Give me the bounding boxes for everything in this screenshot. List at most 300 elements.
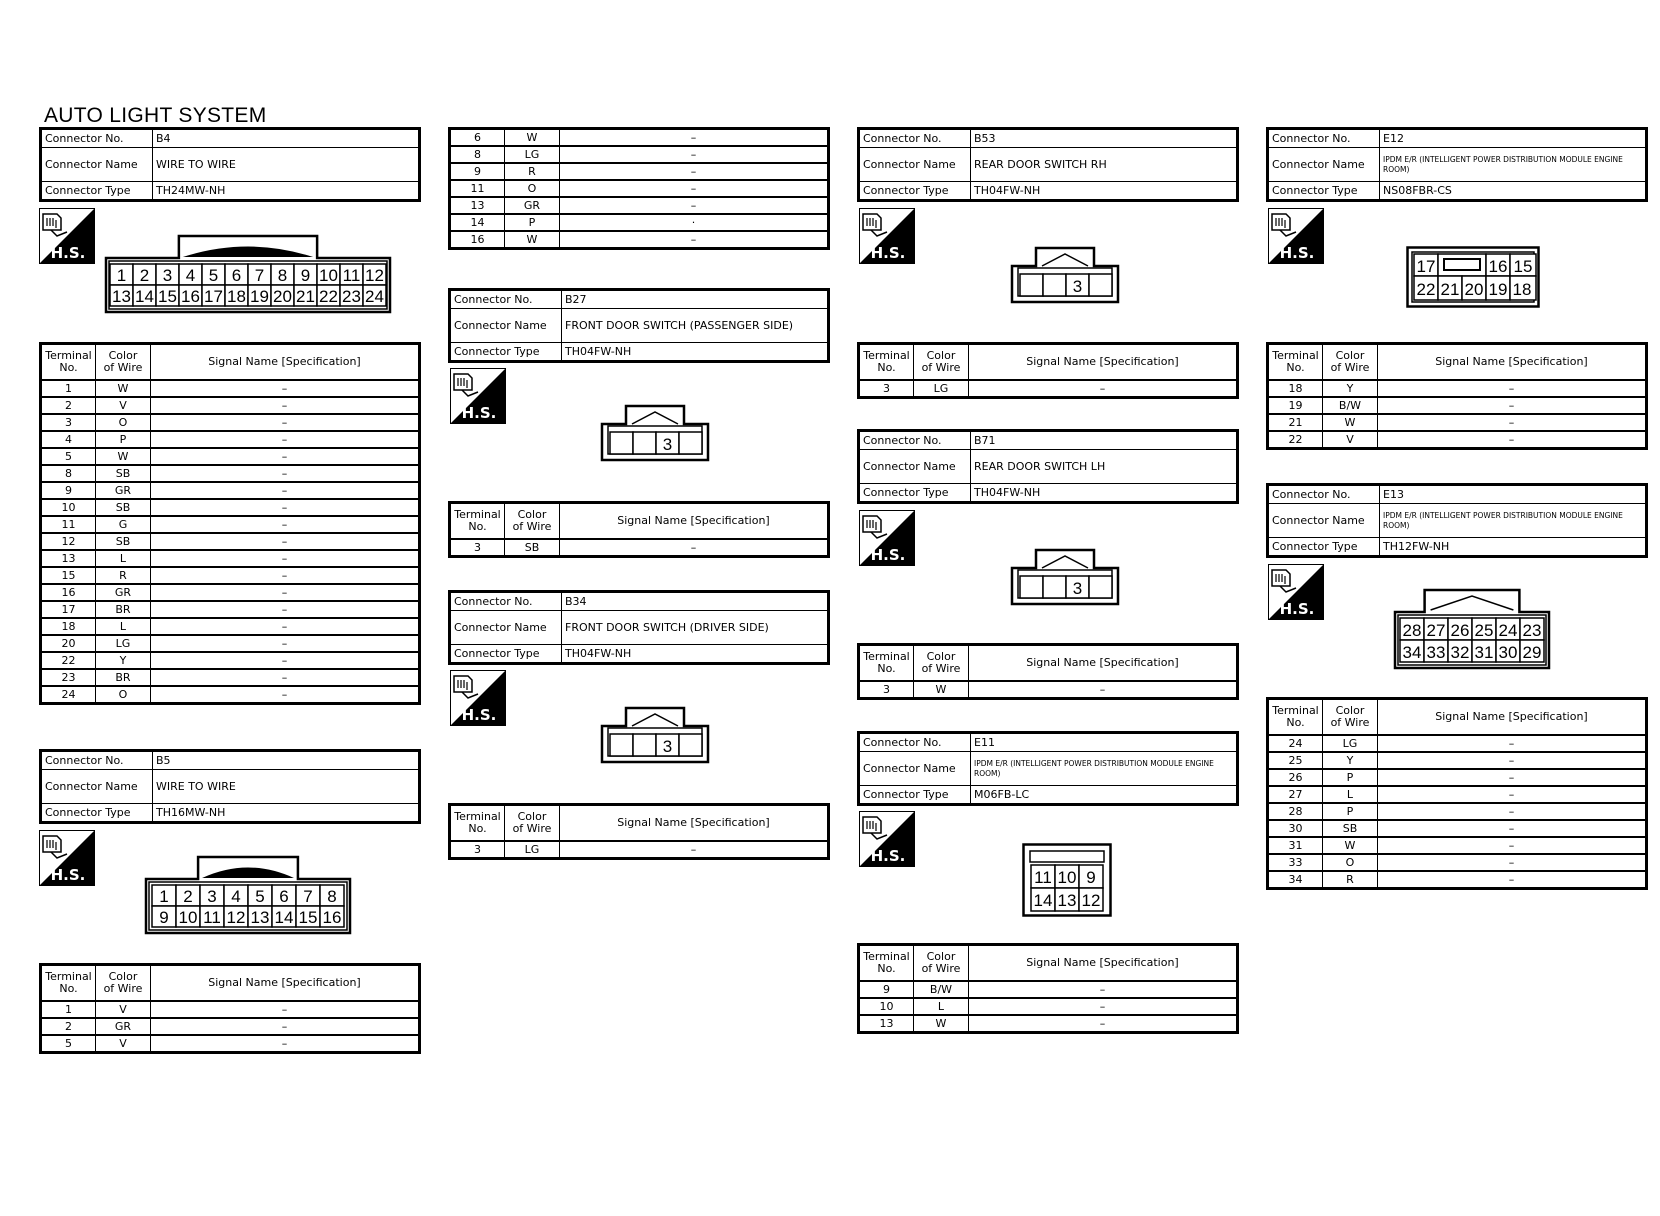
color-of-wire-header-line2: of Wire xyxy=(1330,361,1370,374)
terminal-no-cell: 2 xyxy=(41,1018,96,1035)
connector-no-label: Connector No. xyxy=(41,129,153,148)
pin-number: 31 xyxy=(1474,643,1494,662)
signal-name-cell: – xyxy=(151,380,420,397)
connector-name-label: Connector Name xyxy=(41,148,153,182)
terminal-no-cell: 8 xyxy=(450,146,505,163)
terminal-no-header-line2: No. xyxy=(1286,716,1305,729)
pin-number: 18 xyxy=(1512,280,1532,299)
terminal-no-cell: 3 xyxy=(859,681,914,699)
wire-color-cell: L xyxy=(1323,786,1378,803)
signal-name-cell: – xyxy=(151,1035,420,1053)
pin-number: 10 xyxy=(178,908,198,927)
hs-label: H.S. xyxy=(870,244,906,262)
color-of-wire-header-line1: Color xyxy=(517,508,547,522)
wire-color-cell: W xyxy=(914,1015,969,1033)
connector-name-label: Connector Name xyxy=(859,450,971,484)
pin-number: 9 xyxy=(159,908,169,927)
terminal-no-header-line2: No. xyxy=(1286,361,1305,374)
signal-name-cell: – xyxy=(560,146,829,163)
terminal-no-header-line2: No. xyxy=(877,662,896,675)
pin-number: 9 xyxy=(300,266,311,285)
color-of-wire-header-line1: Color xyxy=(517,810,547,824)
wire-color-cell: Y xyxy=(1323,380,1378,397)
terminal-no-cell: 34 xyxy=(1268,871,1323,889)
terminal-no-cell: 33 xyxy=(1268,854,1323,871)
pin-number: 33 xyxy=(1426,643,1446,662)
b5-connector-face xyxy=(144,855,352,935)
pin-number: 3 xyxy=(662,435,673,454)
table-row xyxy=(1268,431,1647,449)
wire-color-cell: V xyxy=(96,1001,151,1018)
terminal-no-cell: 5 xyxy=(41,448,96,465)
connector-type-label: Connector Type xyxy=(450,645,562,664)
connector-type-label: Connector Type xyxy=(450,343,562,362)
pin-number: 3 xyxy=(162,266,173,285)
connector-name-label: Connector Name xyxy=(450,611,562,645)
terminal-no-cell: 26 xyxy=(1268,769,1323,786)
table-row xyxy=(450,180,829,197)
signal-name-cell: – xyxy=(151,1018,420,1035)
signal-name-cell: – xyxy=(969,1015,1238,1033)
connector-no-label: Connector No. xyxy=(41,751,153,770)
pin-number: 22 xyxy=(319,287,338,306)
signal-name-cell: – xyxy=(151,550,420,567)
connector-name-value: FRONT DOOR SWITCH (DRIVER SIDE) xyxy=(562,611,829,645)
wire-color-cell: B/W xyxy=(914,981,969,998)
signal-name-cell: – xyxy=(560,231,829,249)
signal-name-cell: – xyxy=(151,1001,420,1018)
terminal-no-cell: 24 xyxy=(41,686,96,704)
table-row xyxy=(41,448,420,465)
harness-side-connector-icon xyxy=(1272,214,1296,236)
e12-connector-face xyxy=(1406,246,1540,308)
terminal-no-cell: 16 xyxy=(41,584,96,601)
connector-name-value: WIRE TO WIRE xyxy=(153,770,420,804)
hs-label: H.S. xyxy=(50,866,86,884)
signal-name-cell: – xyxy=(151,533,420,550)
wire-color-cell: W xyxy=(1323,414,1378,431)
terminal-no-cell: 9 xyxy=(41,482,96,499)
wire-color-cell: O xyxy=(96,686,151,704)
connector-no-value: B53 xyxy=(971,129,1238,148)
pin-number: 14 xyxy=(135,287,154,306)
table-row xyxy=(41,431,420,448)
signal-name-cell: – xyxy=(151,431,420,448)
connector-name-label: Connector Name xyxy=(1268,504,1380,538)
harness-side-connector-icon xyxy=(454,676,478,698)
terminal-no-cell: 8 xyxy=(41,465,96,482)
table-row xyxy=(1268,414,1647,431)
wire-color-cell: LG xyxy=(914,380,969,398)
hs-label: H.S. xyxy=(870,847,906,865)
terminal-no-cell: 6 xyxy=(450,129,505,147)
connector-no-value: B27 xyxy=(562,290,829,309)
table-row xyxy=(41,584,420,601)
pin-number: 12 xyxy=(1081,891,1101,910)
signal-name-cell: – xyxy=(151,669,420,686)
table-row xyxy=(1268,380,1647,397)
terminal-no-header-line2: No. xyxy=(877,361,896,374)
e11-terminal-table xyxy=(857,943,1239,1034)
terminal-no-cell: 5 xyxy=(41,1035,96,1053)
table-row xyxy=(1268,786,1647,803)
signal-name-cell: – xyxy=(1378,769,1647,786)
pin-number: 25 xyxy=(1474,621,1494,640)
pin-number: 20 xyxy=(273,287,292,306)
color-of-wire-header xyxy=(914,945,969,982)
connector-no-label: Connector No. xyxy=(859,431,971,450)
signal-name-cell: – xyxy=(151,652,420,669)
pin-number: 28 xyxy=(1402,621,1422,640)
connector-name-label: Connector Name xyxy=(41,770,153,804)
harness-side-connector-icon xyxy=(863,214,887,236)
signal-name-cell: – xyxy=(560,180,829,197)
signal-name-header: Signal Name [Specification] xyxy=(151,965,420,1002)
connector-name-value: IPDM E/R (INTELLIGENT POWER DISTRIBUTION MODULE ENGINE ROOM) xyxy=(1380,504,1647,538)
table-row xyxy=(41,1018,420,1035)
table-row xyxy=(859,380,1238,398)
table-row xyxy=(859,681,1238,699)
color-of-wire-header-line2: of Wire xyxy=(512,822,552,835)
connector-type-label: Connector Type xyxy=(1268,538,1380,557)
pin-number: 17 xyxy=(1416,257,1436,276)
signal-name-cell: – xyxy=(1378,380,1647,397)
e13-terminal-table xyxy=(1266,697,1648,890)
terminal-no-cell: 18 xyxy=(41,618,96,635)
connector-type-label: Connector Type xyxy=(41,804,153,823)
terminal-no-header-line2: No. xyxy=(877,962,896,975)
wire-color-cell: LG xyxy=(505,841,560,859)
terminal-no-header-line2: No. xyxy=(468,822,487,835)
terminal-no-header-line1: Terminal xyxy=(1272,704,1319,718)
connector-type-label: Connector Type xyxy=(859,484,971,503)
terminal-no-cell: 15 xyxy=(41,567,96,584)
terminal-no-header-line1: Terminal xyxy=(454,810,501,824)
terminal-no-header-line1: Terminal xyxy=(45,349,92,363)
color-of-wire-header-line2: of Wire xyxy=(103,361,143,374)
connector-type-value: TH24MW-NH xyxy=(153,182,420,201)
pin-number: 12 xyxy=(365,266,384,285)
table-row xyxy=(41,465,420,482)
hs-label: H.S. xyxy=(870,546,906,564)
signal-name-cell: – xyxy=(969,681,1238,699)
signal-name-cell: – xyxy=(969,380,1238,398)
pin-number: 18 xyxy=(227,287,246,306)
connector-type-label: Connector Type xyxy=(1268,182,1380,201)
signal-name-header: Signal Name [Specification] xyxy=(969,645,1238,682)
pin-number: 19 xyxy=(250,287,269,306)
pin-number: 8 xyxy=(327,887,337,906)
table-row xyxy=(1268,769,1647,786)
harness-side-connector-icon xyxy=(863,817,887,839)
terminal-no-cell: 25 xyxy=(1268,752,1323,769)
pin-number: 4 xyxy=(185,266,196,285)
connector-no-value: B34 xyxy=(562,592,829,611)
pin-number: 20 xyxy=(1464,280,1484,299)
e11-connector-info xyxy=(857,731,1239,806)
terminal-no-cell: 3 xyxy=(450,539,505,557)
signal-name-cell: – xyxy=(1378,820,1647,837)
b34-connector-face xyxy=(600,706,710,764)
pin-number: 10 xyxy=(319,266,338,285)
color-of-wire-header-line1: Color xyxy=(108,349,138,363)
connector-no-value: B71 xyxy=(971,431,1238,450)
signal-name-cell: – xyxy=(151,397,420,414)
color-of-wire-header-line2: of Wire xyxy=(921,361,961,374)
b34-connector-info xyxy=(448,590,830,665)
b4-connector-face xyxy=(104,234,392,314)
hs-icon xyxy=(859,510,915,566)
signal-name-header: Signal Name [Specification] xyxy=(969,344,1238,381)
pin-number: 21 xyxy=(296,287,315,306)
connector-type-label: Connector Type xyxy=(859,786,971,805)
connector-name-value: IPDM E/R (INTELLIGENT POWER DISTRIBUTION MODULE ENGINE ROOM) xyxy=(1380,148,1647,182)
pin-number: 5 xyxy=(255,887,265,906)
table-row xyxy=(1268,854,1647,871)
terminal-no-header xyxy=(859,344,914,381)
pin-number: 3 xyxy=(207,887,217,906)
table-row xyxy=(41,533,420,550)
terminal-no-cell: 31 xyxy=(1268,837,1323,854)
pin-number: 5 xyxy=(208,266,219,285)
terminal-no-cell: 23 xyxy=(41,669,96,686)
connector-type-label: Connector Type xyxy=(41,182,153,201)
terminal-no-header-line1: Terminal xyxy=(863,950,910,964)
terminal-no-cell: 19 xyxy=(1268,397,1323,414)
pin-number: 1 xyxy=(159,887,169,906)
pin-number: 34 xyxy=(1402,643,1422,662)
color-of-wire-header-line2: of Wire xyxy=(103,982,143,995)
connector-name-label: Connector Name xyxy=(859,148,971,182)
pin-number: 3 xyxy=(1072,579,1083,598)
pin-number: 14 xyxy=(1033,891,1053,910)
harness-side-connector-icon xyxy=(1272,570,1296,592)
terminal-no-cell: 24 xyxy=(1268,735,1323,752)
terminal-no-header-line1: Terminal xyxy=(1272,349,1319,363)
wire-color-cell: SB xyxy=(96,533,151,550)
wire-color-cell: SB xyxy=(96,465,151,482)
table-row xyxy=(450,214,829,231)
wire-color-cell: P xyxy=(1323,803,1378,820)
table-row xyxy=(41,397,420,414)
pin-number: 13 xyxy=(250,908,270,927)
terminal-no-cell: 3 xyxy=(41,414,96,431)
terminal-no-header xyxy=(1268,699,1323,736)
wire-color-cell: GR xyxy=(96,1018,151,1035)
terminal-no-cell: 30 xyxy=(1268,820,1323,837)
signal-name-cell: – xyxy=(1378,414,1647,431)
signal-name-cell: – xyxy=(151,465,420,482)
pin-number: 29 xyxy=(1522,643,1542,662)
connector-name-label: Connector Name xyxy=(859,752,971,786)
connector-type-value: NS08FBR-CS xyxy=(1380,182,1647,201)
signal-name-cell: – xyxy=(1378,786,1647,803)
color-of-wire-header-line1: Color xyxy=(926,950,956,964)
table-row xyxy=(41,635,420,652)
terminal-no-header-line1: Terminal xyxy=(863,650,910,664)
connector-no-label: Connector No. xyxy=(450,592,562,611)
terminal-no-header xyxy=(450,805,505,842)
pin-number: 32 xyxy=(1450,643,1470,662)
color-of-wire-header-line2: of Wire xyxy=(921,962,961,975)
wire-color-cell: W xyxy=(96,380,151,397)
table-row xyxy=(1268,397,1647,414)
table-row xyxy=(41,499,420,516)
b34-terminal-table xyxy=(448,803,830,860)
b4-terminal-table-continued xyxy=(448,127,830,250)
signal-name-cell: – xyxy=(151,584,420,601)
terminal-no-cell: 21 xyxy=(1268,414,1323,431)
table-row xyxy=(450,841,829,859)
hs-icon xyxy=(450,670,506,726)
terminal-no-cell: 4 xyxy=(41,431,96,448)
pin-number: 8 xyxy=(277,266,288,285)
pin-number: 3 xyxy=(662,737,673,756)
table-row xyxy=(41,516,420,533)
table-row xyxy=(1268,803,1647,820)
table-row xyxy=(41,618,420,635)
terminal-no-cell: 3 xyxy=(859,380,914,398)
table-row xyxy=(859,981,1238,998)
wire-color-cell: L xyxy=(96,550,151,567)
connector-no-label: Connector No. xyxy=(859,733,971,752)
e13-connector-info xyxy=(1266,483,1648,558)
pin-number: 27 xyxy=(1426,621,1446,640)
pin-number: 15 xyxy=(158,287,177,306)
terminal-no-cell: 13 xyxy=(450,197,505,214)
signal-name-header: Signal Name [Specification] xyxy=(151,344,420,381)
terminal-no-header-line2: No. xyxy=(59,361,78,374)
hs-label: H.S. xyxy=(1279,600,1315,618)
color-of-wire-header xyxy=(914,344,969,381)
connector-name-value: REAR DOOR SWITCH LH xyxy=(971,450,1238,484)
terminal-no-cell: 28 xyxy=(1268,803,1323,820)
pin-number: 22 xyxy=(1416,280,1436,299)
hs-icon xyxy=(39,208,95,264)
terminal-no-cell: 9 xyxy=(859,981,914,998)
terminal-no-cell: 22 xyxy=(1268,431,1323,449)
signal-name-cell: – xyxy=(151,414,420,431)
signal-name-cell: – xyxy=(1378,735,1647,752)
signal-name-cell: – xyxy=(560,539,829,557)
color-of-wire-header-line1: Color xyxy=(1335,704,1365,718)
table-row xyxy=(450,197,829,214)
signal-name-cell: · xyxy=(560,214,829,231)
terminal-no-header-line1: Terminal xyxy=(454,508,501,522)
table-row xyxy=(859,998,1238,1015)
table-row xyxy=(41,652,420,669)
terminal-no-header-line2: No. xyxy=(59,982,78,995)
harness-side-connector-icon xyxy=(43,214,67,236)
signal-name-cell: – xyxy=(560,129,829,147)
terminal-no-header-line1: Terminal xyxy=(863,349,910,363)
terminal-no-header xyxy=(1268,344,1323,381)
wire-color-cell: GR xyxy=(505,197,560,214)
pin-number: 15 xyxy=(298,908,318,927)
wire-color-cell: P xyxy=(1323,769,1378,786)
connector-no-label: Connector No. xyxy=(1268,129,1380,148)
page-title: AUTO LIGHT SYSTEM xyxy=(44,104,267,127)
terminal-no-cell: 9 xyxy=(450,163,505,180)
b27-connector-face xyxy=(600,404,710,462)
signal-name-cell: – xyxy=(969,998,1238,1015)
terminal-no-cell: 20 xyxy=(41,635,96,652)
wire-color-cell: L xyxy=(96,618,151,635)
table-row xyxy=(41,482,420,499)
pin-number: 15 xyxy=(1513,257,1533,276)
hs-icon xyxy=(859,208,915,264)
color-of-wire-header-line1: Color xyxy=(926,650,956,664)
wire-color-cell: W xyxy=(1323,837,1378,854)
signal-name-cell: – xyxy=(151,448,420,465)
connector-no-label: Connector No. xyxy=(859,129,971,148)
pin-number: 11 xyxy=(1034,868,1052,887)
signal-name-header: Signal Name [Specification] xyxy=(1378,344,1647,381)
wire-color-cell: W xyxy=(505,129,560,147)
connector-no-value: B4 xyxy=(153,129,420,148)
pin-number: 11 xyxy=(342,266,361,285)
terminal-no-cell: 10 xyxy=(859,998,914,1015)
pin-number: 4 xyxy=(231,887,241,906)
b53-terminal-table xyxy=(857,342,1239,399)
pin-number: 13 xyxy=(112,287,131,306)
pin-number: 1 xyxy=(116,266,127,285)
pin-number: 12 xyxy=(226,908,246,927)
pin-number: 13 xyxy=(1057,891,1077,910)
b27-connector-info xyxy=(448,288,830,363)
pin-number: 2 xyxy=(139,266,150,285)
hs-icon xyxy=(450,368,506,424)
wire-color-cell: LG xyxy=(505,146,560,163)
signal-name-cell: – xyxy=(560,197,829,214)
e11-connector-face xyxy=(1022,843,1112,917)
color-of-wire-header-line1: Color xyxy=(1335,349,1365,363)
terminal-no-cell: 12 xyxy=(41,533,96,550)
terminal-no-cell: 2 xyxy=(41,397,96,414)
terminal-no-cell: 22 xyxy=(41,652,96,669)
b5-terminal-table xyxy=(39,963,421,1054)
wire-color-cell: LG xyxy=(96,635,151,652)
terminal-no-header-line1: Terminal xyxy=(45,970,92,984)
connector-type-value: TH12FW-NH xyxy=(1380,538,1647,557)
pin-number: 19 xyxy=(1488,280,1508,299)
signal-name-cell: – xyxy=(151,601,420,618)
terminal-no-cell: 10 xyxy=(41,499,96,516)
harness-side-connector-icon xyxy=(43,836,67,858)
wire-color-cell: GR xyxy=(96,482,151,499)
signal-name-cell: – xyxy=(151,686,420,704)
signal-name-cell: – xyxy=(1378,871,1647,889)
signal-name-cell: – xyxy=(1378,803,1647,820)
table-row xyxy=(1268,820,1647,837)
wire-color-cell: GR xyxy=(96,584,151,601)
table-row xyxy=(450,146,829,163)
wire-color-cell: SB xyxy=(1323,820,1378,837)
harness-side-connector-icon xyxy=(863,516,887,538)
terminal-no-cell: 11 xyxy=(450,180,505,197)
hs-label: H.S. xyxy=(461,404,497,422)
table-row xyxy=(41,669,420,686)
signal-name-cell: – xyxy=(151,482,420,499)
wire-color-cell: R xyxy=(505,163,560,180)
pin-number: 7 xyxy=(303,887,313,906)
connector-name-label: Connector Name xyxy=(1268,148,1380,182)
pin-number: 23 xyxy=(342,287,361,306)
pin-number: 11 xyxy=(203,908,221,927)
signal-name-cell: – xyxy=(560,163,829,180)
connector-no-label: Connector No. xyxy=(450,290,562,309)
wire-color-cell: O xyxy=(505,180,560,197)
